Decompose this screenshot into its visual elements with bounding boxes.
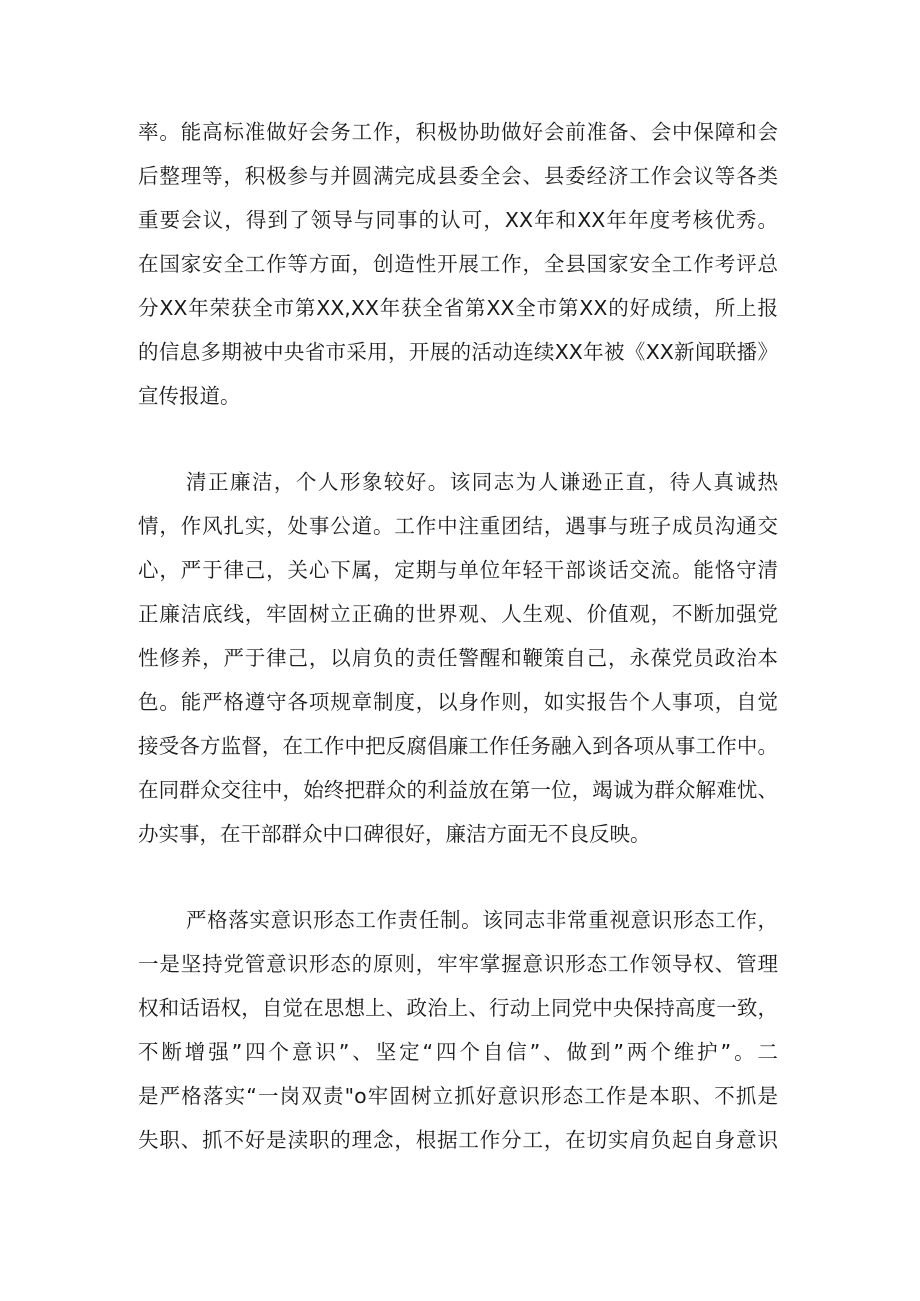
text-line: 一是坚持党管意识形态的原则，牢牢掌握意识形态工作领导权、管理: [138, 952, 778, 976]
text-line: 在同群众交往中，始终把群众的利益放在第一位，竭诚为群众解难忧、: [138, 778, 778, 802]
text-line: 的信息多期被中央省市采用，开展的活动连续XX年被《XX新闻联播》: [138, 340, 778, 364]
text-line: 率。能高标准做好会务工作，积极协助做好会前准备、会中保障和会: [138, 120, 778, 144]
text-line: 接受各方监督，在工作中把反腐倡廉工作任务融入到各项从事工作中。: [138, 734, 778, 758]
text-line: 分XX年荣获全市第XX,XX年获全省第XX全市第XX的好成绩，所上报: [138, 296, 778, 320]
text-line: 后整理等，积极参与并圆满完成县委全会、县委经济工作会议等各类: [138, 164, 778, 188]
text-line: 清正廉洁，个人形象较好。该同志为人谦逊正直，待人真诚热: [186, 470, 778, 494]
text-line: 情，作风扎实，处事公道。工作中注重团结，遇事与班子成员沟通交: [138, 514, 778, 538]
text-line: 正廉洁底线，牢固树立正确的世界观、人生观、价值观，不断加强党: [138, 602, 778, 626]
text-line: 心，严于律己，关心下属，定期与单位年轻干部谈话交流。能恪守清: [138, 558, 778, 582]
text-line: 失职、抓不好是渎职的理念，根据工作分工，在切实肩负起自身意识: [138, 1128, 778, 1152]
text-line: 不断增强”四个意识”、坚定“四个自信”、做到”两个维护”。二: [138, 1040, 778, 1064]
text-line: 宣传报道。: [138, 384, 241, 408]
text-line: 重要会议，得到了领导与同事的认可，XX年和XX年年度考核优秀。: [138, 208, 778, 232]
text-line: 性修养，严于律己，以肩负的责任警醒和鞭策自己，永葆党员政治本: [138, 646, 778, 670]
text-line: 色。能严格遵守各项规章制度，以身作则，如实报告个人事项，自觉: [138, 690, 778, 714]
text-line: 严格落实意识形态工作责任制。该同志非常重视意识形态工作，: [186, 908, 778, 932]
text-line: 在国家安全工作等方面，创造性开展工作，全县国家安全工作考评总: [138, 252, 778, 276]
text-line: 办实事，在干部群众中口碑很好，廉洁方面无不良反映。: [138, 822, 651, 846]
text-line: 权和话语权，自觉在思想上、政治上、行动上同党中央保持高度一致，: [138, 996, 778, 1020]
text-line: 是严格落实“一岗双责"o牢固树立抓好意识形态工作是本职、不抓是: [138, 1084, 778, 1108]
